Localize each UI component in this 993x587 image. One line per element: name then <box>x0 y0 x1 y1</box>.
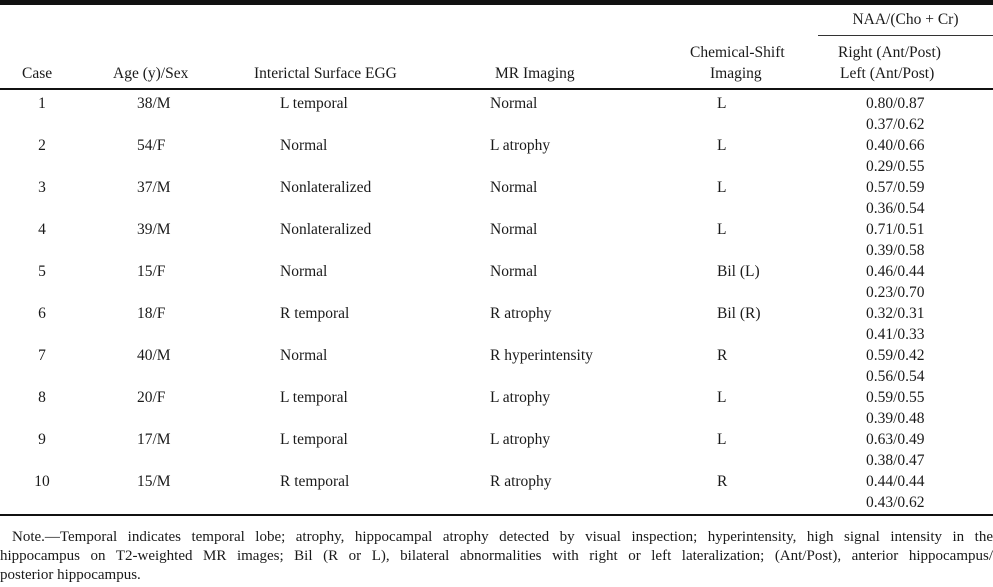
age-sex-cell: 17/M <box>137 431 171 448</box>
naa-left-cell: 0.43/0.62 <box>866 494 925 511</box>
mr-imaging-cell: Normal <box>490 179 538 196</box>
case-cell: 6 <box>38 305 46 322</box>
header-bottom-rule <box>0 88 993 90</box>
eeg-cell: R temporal <box>280 473 350 490</box>
naa-left-cell: 0.56/0.54 <box>866 368 925 385</box>
case-cell: 9 <box>38 431 46 448</box>
table-note <box>0 528 993 585</box>
header-eeg: Interictal Surface EGG <box>254 65 397 82</box>
naa-left-cell: 0.37/0.62 <box>866 116 925 133</box>
mr-imaging-cell: R atrophy <box>490 473 552 490</box>
csi-cell: Bil (R) <box>717 305 761 322</box>
naa-left-cell: 0.36/0.54 <box>866 200 925 217</box>
age-sex-cell: 37/M <box>137 179 171 196</box>
naa-right-cell: 0.63/0.49 <box>866 431 925 448</box>
naa-left-cell: 0.39/0.48 <box>866 410 925 427</box>
table-row <box>0 343 993 385</box>
naa-left-cell: 0.41/0.33 <box>866 326 925 343</box>
eeg-cell: Normal <box>280 347 328 364</box>
header-csi-line2: Imaging <box>710 65 762 82</box>
table-row <box>0 91 993 133</box>
header-naa-right: Right (Ant/Post) <box>838 44 941 61</box>
mr-imaging-cell: R atrophy <box>490 305 552 322</box>
case-cell: 10 <box>34 473 50 490</box>
naa-group-header: NAA/(Cho + Cr) <box>852 11 959 28</box>
age-sex-cell: 15/F <box>137 263 166 280</box>
table-row <box>0 469 993 511</box>
eeg-cell: L temporal <box>280 389 348 406</box>
age-sex-cell: 15/M <box>137 473 171 490</box>
csi-cell: L <box>717 95 727 112</box>
age-sex-cell: 18/F <box>137 305 166 322</box>
csi-cell: L <box>717 137 727 154</box>
mr-imaging-cell: L atrophy <box>490 389 551 406</box>
eeg-cell: Nonlateralized <box>280 179 372 196</box>
header-csi-line1: Chemical-Shift <box>690 44 785 61</box>
mr-imaging-cell: L atrophy <box>490 431 551 448</box>
header-age-sex: Age (y)/Sex <box>113 65 189 82</box>
csi-cell: L <box>717 179 727 196</box>
mr-imaging-cell: R hyperintensity <box>490 347 593 364</box>
naa-left-cell: 0.29/0.55 <box>866 158 925 175</box>
case-cell: 5 <box>38 263 46 280</box>
age-sex-cell: 38/M <box>137 95 171 112</box>
age-sex-cell: 39/M <box>137 221 171 238</box>
csi-cell: L <box>717 389 727 406</box>
naa-right-cell: 0.80/0.87 <box>866 95 925 112</box>
case-cell: 3 <box>38 179 46 196</box>
naa-right-cell: 0.32/0.31 <box>866 305 925 322</box>
eeg-cell: Normal <box>280 137 328 154</box>
csi-cell: L <box>717 221 727 238</box>
naa-right-cell: 0.71/0.51 <box>866 221 925 238</box>
table-row <box>0 301 993 343</box>
mr-imaging-cell: Normal <box>490 221 538 238</box>
case-cell: 7 <box>38 347 46 364</box>
case-cell: 2 <box>38 137 46 154</box>
table-row <box>0 385 993 427</box>
eeg-cell: L temporal <box>280 95 348 112</box>
age-sex-cell: 20/F <box>137 389 166 406</box>
csi-cell: Bil (L) <box>717 263 760 280</box>
naa-right-cell: 0.44/0.44 <box>866 473 925 490</box>
mr-imaging-cell: Normal <box>490 95 538 112</box>
naa-right-cell: 0.59/0.42 <box>866 347 925 364</box>
naa-left-cell: 0.39/0.58 <box>866 242 925 259</box>
naa-right-cell: 0.40/0.66 <box>866 137 925 154</box>
table-row <box>0 175 993 217</box>
mr-imaging-cell: L atrophy <box>490 137 551 154</box>
naa-group-rule <box>818 35 993 36</box>
header-naa-left: Left (Ant/Post) <box>840 65 935 82</box>
table-row <box>0 217 993 259</box>
header-case: Case <box>22 65 53 82</box>
naa-left-cell: 0.38/0.47 <box>866 452 925 469</box>
mr-imaging-cell: Normal <box>490 263 538 280</box>
eeg-cell: Normal <box>280 263 328 280</box>
note-line-3: posterior hippocampus. <box>0 567 141 583</box>
table-top-rule <box>0 0 993 5</box>
case-cell: 4 <box>38 221 46 238</box>
csi-cell: R <box>717 473 728 490</box>
naa-left-cell: 0.23/0.70 <box>866 284 925 301</box>
naa-right-cell: 0.46/0.44 <box>866 263 925 280</box>
eeg-cell: R temporal <box>280 305 350 322</box>
age-sex-cell: 54/F <box>137 137 166 154</box>
eeg-cell: Nonlateralized <box>280 221 372 238</box>
table-bottom-rule <box>0 514 993 516</box>
table-row <box>0 133 993 175</box>
naa-right-cell: 0.59/0.55 <box>866 389 925 406</box>
age-sex-cell: 40/M <box>137 347 171 364</box>
naa-right-cell: 0.57/0.59 <box>866 179 925 196</box>
case-cell: 8 <box>38 389 46 406</box>
csi-cell: L <box>717 431 727 448</box>
csi-cell: R <box>717 347 728 364</box>
note-line-2: hippocampus on T2-weighted MR images; Bil (R or L), bilateral abnormalities with right or left lateralization; (Ant/Post), anterior hippocampus/ <box>0 548 993 564</box>
table-row <box>0 259 993 301</box>
table-row <box>0 427 993 469</box>
case-cell: 1 <box>38 95 46 112</box>
eeg-cell: L temporal <box>280 431 348 448</box>
note-line-1: Note.—Temporal indicates temporal lobe; atrophy, hippocampal atrophy detected by visual inspection; hyperintensity, high signal intensity in the <box>12 529 993 545</box>
header-mr-imaging: MR Imaging <box>495 65 575 82</box>
